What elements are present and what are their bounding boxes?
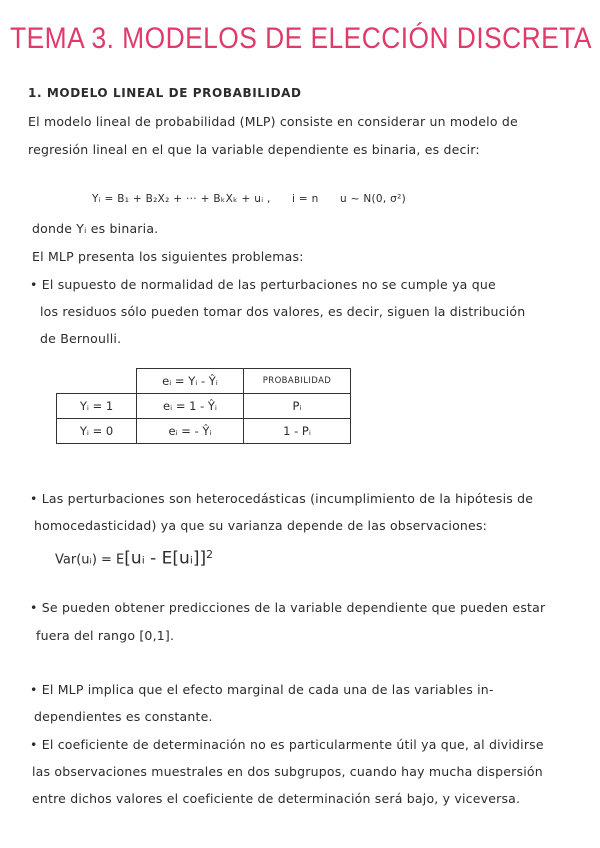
where-line: donde Yᵢ es binaria.	[32, 221, 159, 236]
bullet-normality-2: los residuos sólo pueden tomar dos valores, es decir, siguen la distribución	[40, 304, 526, 319]
section-heading: 1. MODELO LINEAL DE PROBABILIDAD	[28, 86, 302, 100]
bullet-range-1: • Se pueden obtener predicciones de la variable dependiente que pueden estar	[30, 600, 546, 615]
bullet-r2-3: entre dichos valores el coeficiente de determinación será bajo, y viceversa.	[32, 791, 521, 806]
probability-value-cell: Pᵢ	[244, 394, 351, 419]
y-value-cell: Yᵢ = 1	[57, 394, 137, 419]
problems-intro: El MLP presenta los siguientes problemas:	[32, 249, 304, 264]
bullet-marginal-1: • El MLP implica que el efecto marginal de cada una de las variables in-	[30, 682, 494, 697]
page-title: TEMA 3. MODELOS DE ELECCIÓN DISCRETA	[10, 22, 592, 55]
error-distribution: u ~ N(0, σ²)	[340, 193, 406, 205]
bullet-normality-3: de Bernoulli.	[40, 331, 122, 346]
y-value-cell: Yᵢ = 0	[57, 419, 137, 444]
error-value-cell: eᵢ = 1 - Ŷᵢ	[137, 394, 244, 419]
probability-value-cell: 1 - Pᵢ	[244, 419, 351, 444]
bullet-r2-2: las observaciones muestrales en dos subgrupos, cuando hay mucha dispersión	[32, 764, 543, 779]
bullet-normality-1: • El supuesto de normalidad de las perturbaciones no se cumple ya que	[30, 277, 496, 292]
header-probability-cell: PROBABILIDAD	[244, 369, 351, 394]
header-error-cell: eᵢ = Yᵢ - Ŷᵢ	[137, 369, 244, 394]
equation-index: i = n	[292, 193, 319, 205]
variance-formula	[55, 548, 213, 568]
variance-exponent: 2	[206, 548, 214, 561]
table-empty-cell	[57, 369, 137, 394]
bullet-marginal-2: dependientes es constante.	[34, 709, 213, 724]
residuals-table	[56, 368, 351, 444]
error-value-cell: eᵢ = - Ŷᵢ	[137, 419, 244, 444]
bullet-r2-1: • El coeficiente de determinación no es particularmente útil ya que, al dividirse	[30, 737, 544, 752]
bullet-heterosced-1: • Las perturbaciones son heterocedásticas (incumplimiento de la hipótesis de	[30, 491, 534, 506]
model-equation: Yᵢ = B₁ + B₂X₂ + ··· + BₖXₖ + uᵢ ,	[92, 193, 271, 205]
bullet-heterosced-2: homocedasticidad) ya que su varianza depende de las observaciones:	[34, 518, 488, 533]
intro-line-1: El modelo lineal de probabilidad (MLP) consiste en considerar un modelo de	[28, 114, 518, 129]
table-header-row	[57, 369, 351, 394]
variance-inner: [uᵢ - E[uᵢ]]	[124, 548, 207, 569]
table-row	[57, 394, 351, 419]
bullet-range-2: fuera del rango [0,1].	[36, 628, 175, 643]
variance-lhs: Var(uᵢ) = E	[55, 552, 125, 568]
table-row	[57, 419, 351, 444]
intro-line-2: regresión lineal en el que la variable dependiente es binaria, es decir:	[28, 142, 480, 157]
